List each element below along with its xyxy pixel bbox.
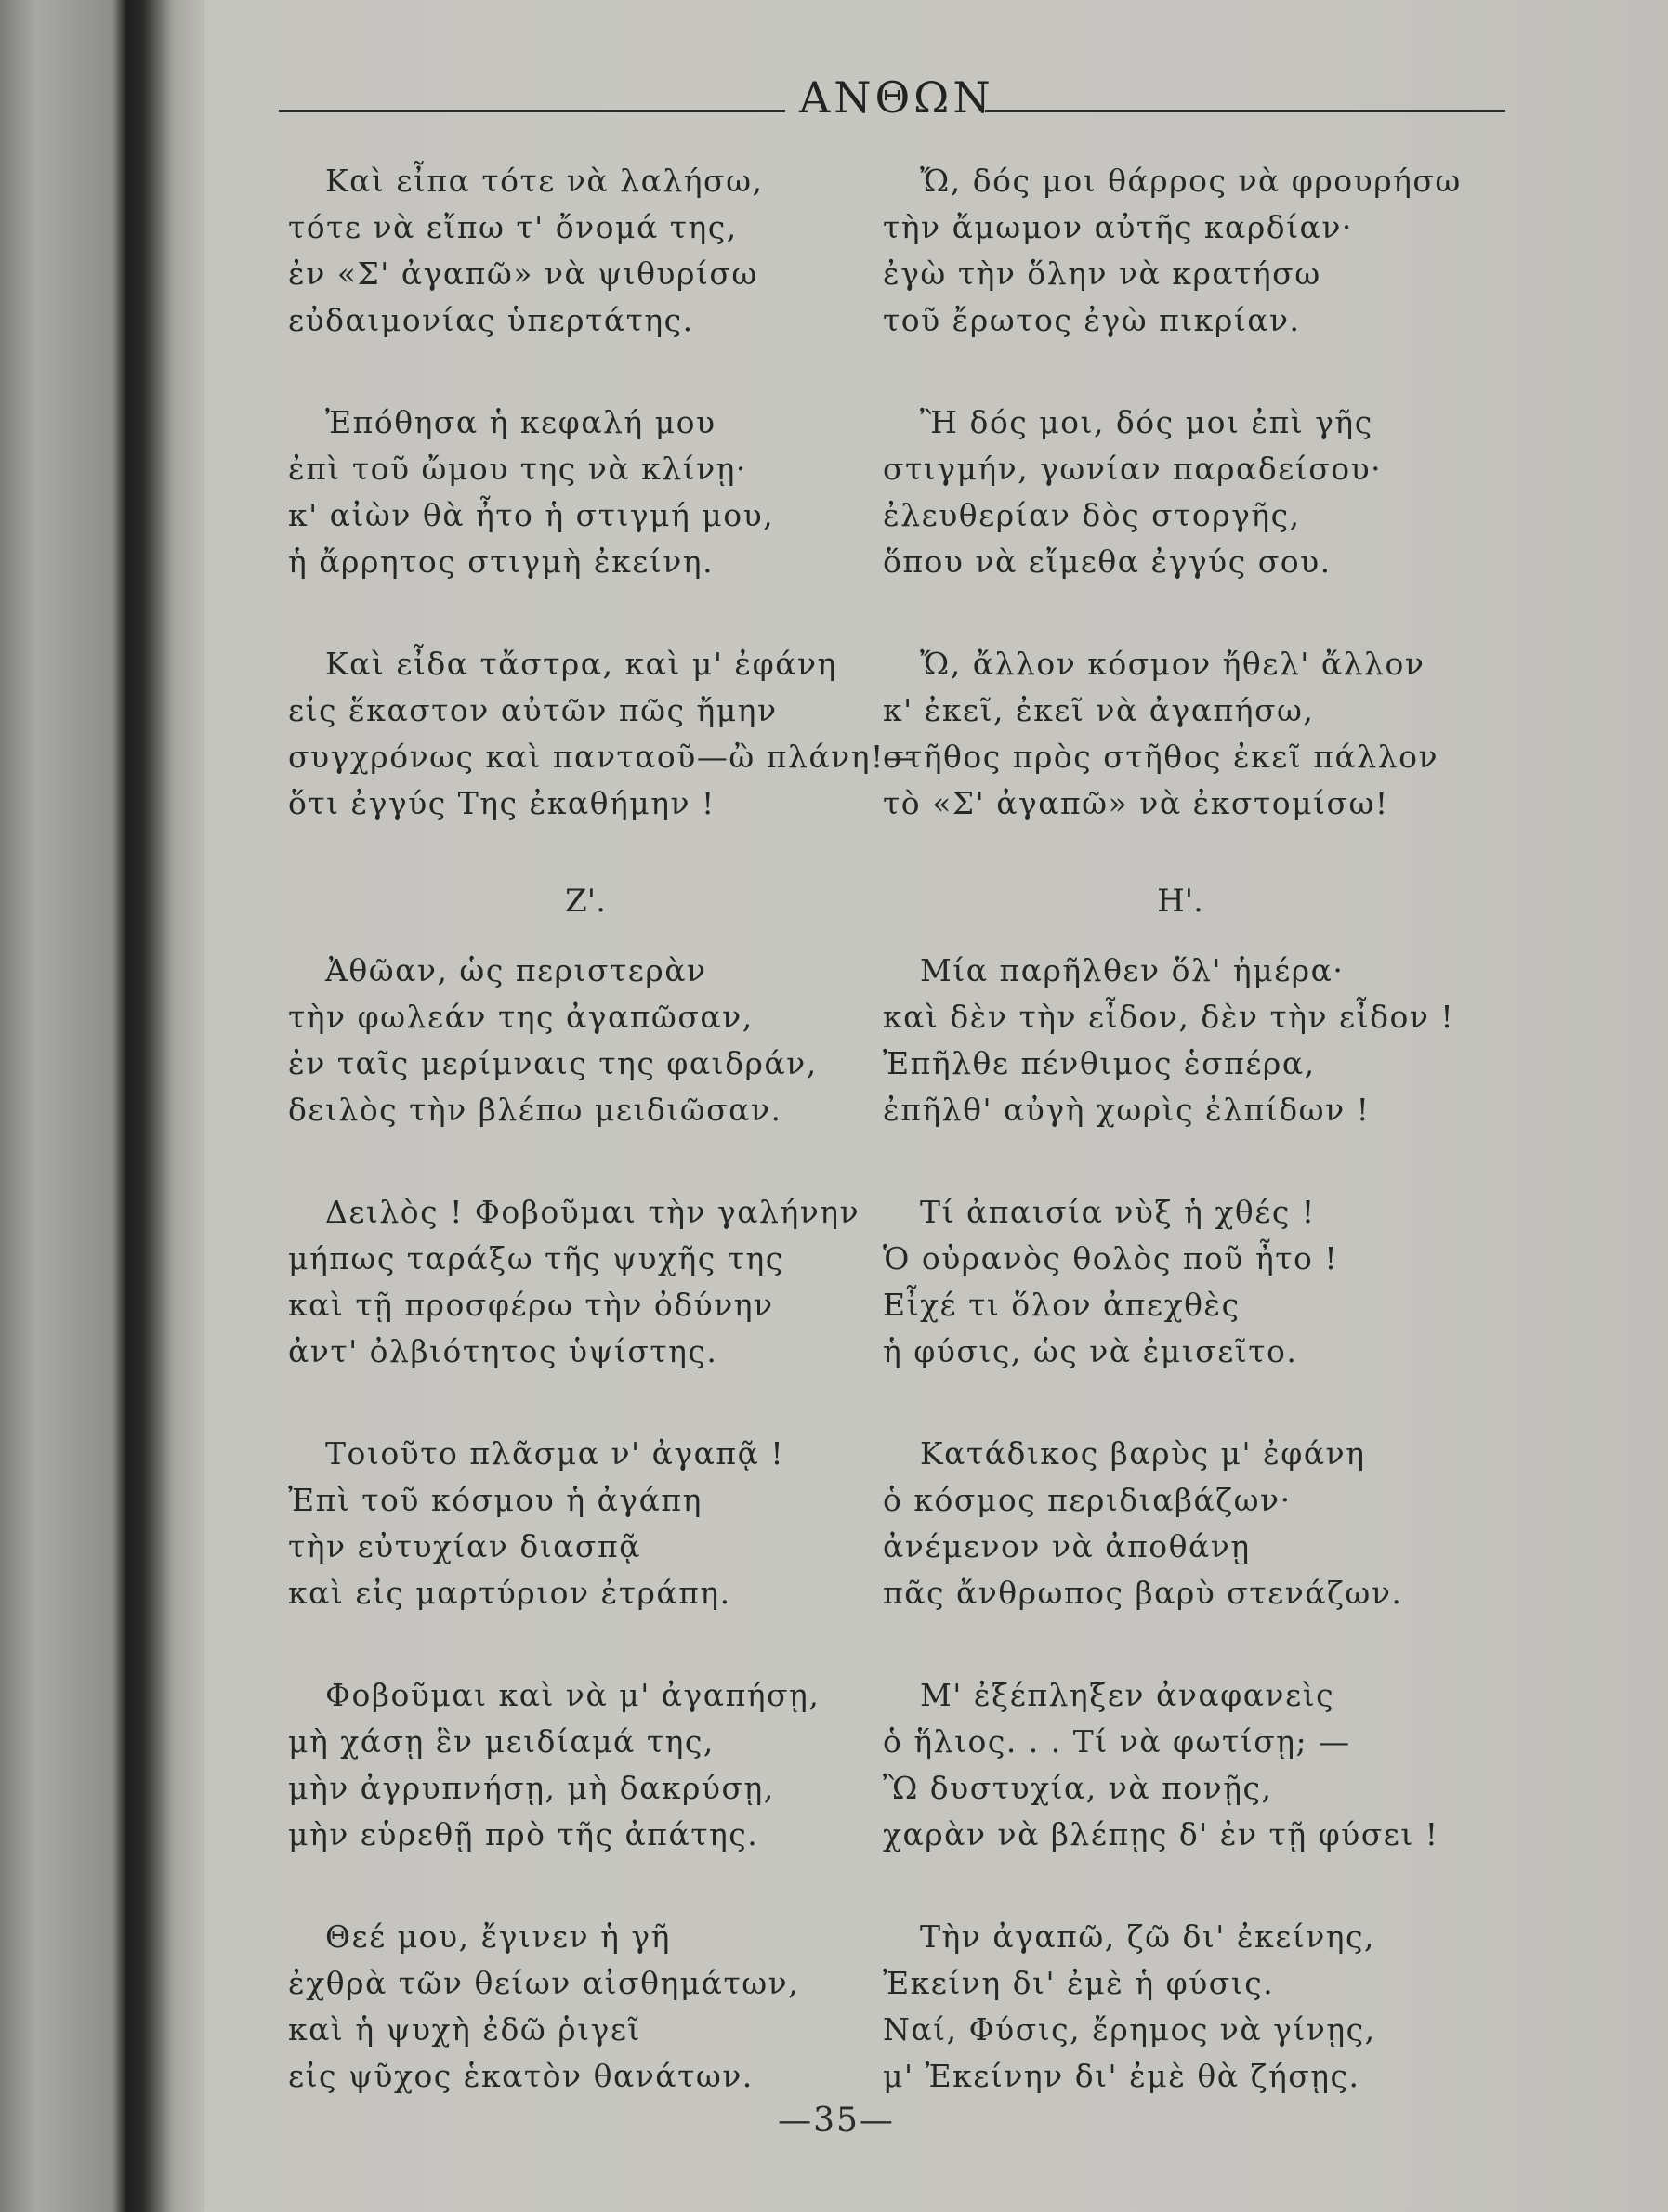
verse-line: εὐδαιμονίας ὑπερτάτης. [288, 302, 694, 338]
verse-line: μ' Ἐκείνην δι' ἐμὲ θὰ ζήσῃς. [883, 2058, 1360, 2094]
header-title: ΑΝΘΩΝ [799, 72, 994, 123]
verse-line: Ἐπὶ τοῦ κόσμου ἡ ἀγάπη [288, 1482, 703, 1518]
stanza [883, 399, 1478, 585]
stanza [883, 158, 1478, 344]
verse-line: συγχρόνως καὶ πανταοῦ—ὢ πλάνη!— [288, 739, 917, 775]
verse-line: Μία παρῆλθεν ὅλ' ἡμέρα· [920, 952, 1345, 988]
verse-line: πᾶς ἄνθρωπος βαρὺ στενάζων. [883, 1575, 1403, 1611]
verse-line: καὶ ἡ ψυχὴ ἐδῶ ῥιγεῖ [288, 2011, 641, 2048]
verse-line: Θεέ μου, ἔγινεν ἡ γῆ [325, 1918, 671, 1955]
verse-line: καὶ τῇ προσφέρω τὴν ὀδύνην [288, 1287, 774, 1323]
verse-line: ἐπῆλθ' αὐγὴ χωρὶς ἐλπίδων ! [883, 1092, 1371, 1128]
verse-line: τοῦ ἔρωτος ἐγὼ πικρίαν. [883, 302, 1301, 338]
stanza [883, 641, 1478, 827]
stanza [883, 1672, 1478, 1858]
verse-line: ὁ ἥλιος. . . Τί νὰ φωτίσῃ; — [883, 1723, 1351, 1760]
header-rule-left [279, 110, 785, 112]
verse-line: μὴν εὑρεθῇ πρὸ τῆς ἀπάτης. [288, 1816, 759, 1852]
verse-line: ἐχθρὰ τῶν θείων αἰσθημάτων, [288, 1965, 800, 2001]
verse-line: Ἀθῶαν, ὡς περιστερὰν [325, 952, 707, 988]
verse-line: Κατάδικος βαρὺς μ' ἐφάνη [920, 1435, 1366, 1472]
verse-line: ἀνέμενον νὰ ἀποθάνῃ [883, 1528, 1251, 1564]
verse-line: τὴν εὐτυχίαν διασπᾷ [288, 1528, 641, 1564]
verse-line: Τί ἀπαισία νὺξ ἡ χθές ! [920, 1194, 1316, 1230]
stanza [288, 641, 917, 827]
verse-line: στιγμήν, γωνίαν παραδείσου· [883, 451, 1383, 487]
verse-line: τότε νὰ εἴπω τ' ὄνομά της, [288, 209, 738, 245]
verse-line: Ὤ, δός μοι θάρρος νὰ φρουρήσω [920, 163, 1462, 199]
verse-line: εἰς ψῦχος ἑκατὸν θανάτων. [288, 2058, 754, 2094]
stanza [288, 948, 883, 1133]
verse-line: ὁ κόσμος περιδιαβάζων· [883, 1482, 1292, 1518]
verse-line: ὅτι ἐγγύς Της ἐκαθήμην ! [288, 785, 716, 821]
verse-line: καὶ εἰς μαρτύριον ἐτράπη. [288, 1575, 731, 1611]
section-number: Ζ'. [565, 883, 606, 920]
verse-line: ἐπὶ τοῦ ὤμου της νὰ κλίνῃ· [288, 451, 747, 487]
verse-line: Φοβοῦμαι καὶ νὰ μ' ἀγαπήσῃ, [325, 1677, 821, 1713]
stanza [288, 399, 883, 585]
verse-line: Ἐπῆλθε πένθιμος ἑσπέρα, [883, 1045, 1316, 1081]
verse-line: Δειλὸς ! Φοβοῦμαι τὴν γαλήνην [325, 1194, 860, 1230]
verse-line: χαρὰν νὰ βλέπῃς δ' ἐν τῇ φύσει ! [883, 1816, 1439, 1852]
stanza [288, 158, 883, 344]
verse-line: ἐλευθερίαν δὸς στοργῆς, [883, 497, 1301, 533]
stanza [288, 1189, 883, 1375]
verse-line: μήπως ταράξω τῆς ψυχῆς της [288, 1240, 784, 1276]
verse-line: Ἢ δός μοι, δός μοι ἐπὶ γῆς [920, 404, 1373, 440]
verse-line: Καὶ εἶδα τἄστρα, καὶ μ' ἐφάνη [325, 646, 837, 682]
verse-line: ἡ φύσις, ὡς νὰ ἐμισεῖτο. [883, 1333, 1298, 1369]
verse-line: Τοιοῦτο πλᾶσμα ν' ἀγαπᾷ ! [325, 1435, 785, 1472]
verse-line: ἐν ταῖς μερίμναις της φαιδράν, [288, 1045, 818, 1081]
verse-line: Ὢ δυστυχία, νὰ πονῇς, [883, 1770, 1273, 1806]
verse-line: Ἐκείνη δι' ἐμὲ ἡ φύσις. [883, 1965, 1275, 2001]
stanza [288, 1672, 883, 1858]
stanza [288, 1914, 883, 2100]
verse-line: Καὶ εἶπα τότε νὰ λαλήσω, [325, 163, 764, 199]
stanza [883, 1189, 1478, 1375]
verse-line: τὸ «Σ' ἀγαπῶ» νὰ ἐκστομίσω! [883, 785, 1389, 821]
section-number: Η'. [1157, 883, 1203, 920]
verse-line: δειλὸς τὴν βλέπω μειδιῶσαν. [288, 1092, 782, 1128]
verse-line: τὴν φωλεάν της ἀγαπῶσαν, [288, 999, 754, 1035]
verse-line: στῆθος πρὸς στῆθος ἐκεῖ πάλλον [883, 739, 1439, 775]
right-column [883, 158, 1478, 2155]
verse-line: ἀντ' ὀλβιότητος ὑψίστης. [288, 1333, 718, 1369]
verse-line: Μ' ἐξέπληξεν ἀναφανεὶς [920, 1677, 1335, 1713]
stanza [288, 1431, 883, 1616]
verse-line: Ὤ, ἄλλον κόσμον ἤθελ' ἄλλον [920, 646, 1425, 682]
stanza [883, 948, 1478, 1133]
verse-line: μὴν ἀγρυπνήσῃ, μὴ δακρύσῃ, [288, 1770, 775, 1806]
stanza [883, 1914, 1478, 2100]
verse-line: ἡ ἄρρητος στιγμὴ ἐκείνη. [288, 543, 715, 580]
page-number: —35— [778, 2101, 895, 2140]
verse-line: κ' αἰὼν θὰ ἦτο ἡ στιγμή μου, [288, 497, 775, 533]
verse-line: Τὴν ἀγαπῶ, ζῶ δι' ἐκείνης, [920, 1918, 1376, 1955]
verse-line: ἐν «Σ' ἀγαπῶ» νὰ ψιθυρίσω [288, 255, 758, 292]
verse-line: μὴ χάσῃ ἓν μειδίαμά της, [288, 1723, 715, 1760]
verse-line: Ἐπόθησα ἡ κεφαλή μου [325, 404, 716, 440]
verse-line: ὅπου νὰ εἴμεθα ἐγγύς σου. [883, 543, 1332, 580]
header-rule-right [985, 110, 1505, 112]
left-column [288, 158, 917, 2155]
running-header [279, 72, 1505, 128]
book-gutter [0, 0, 204, 2212]
verse-line: ἐγὼ τὴν ὅλην νὰ κρατήσω [883, 255, 1321, 292]
verse-line: Ναί, Φύσις, ἔρημος νὰ γίνῃς, [883, 2011, 1376, 2048]
verse-line: καὶ δὲν τὴν εἶδον, δὲν τὴν εἶδον ! [883, 999, 1455, 1035]
verse-line: κ' ἐκεῖ, ἐκεῖ νὰ ἀγαπήσω, [883, 692, 1315, 728]
verse-line: εἰς ἕκαστον αὐτῶν πῶς ἤμην [288, 692, 778, 728]
verse-line: Ὁ οὐρανὸς θολὸς ποῦ ἦτο ! [883, 1240, 1339, 1276]
verse-line: Εἶχέ τι ὅλον ἀπεχθὲς [883, 1287, 1241, 1323]
stanza [883, 1431, 1478, 1616]
verse-line: τὴν ἄμωμον αὐτῆς καρδίαν· [883, 209, 1353, 245]
